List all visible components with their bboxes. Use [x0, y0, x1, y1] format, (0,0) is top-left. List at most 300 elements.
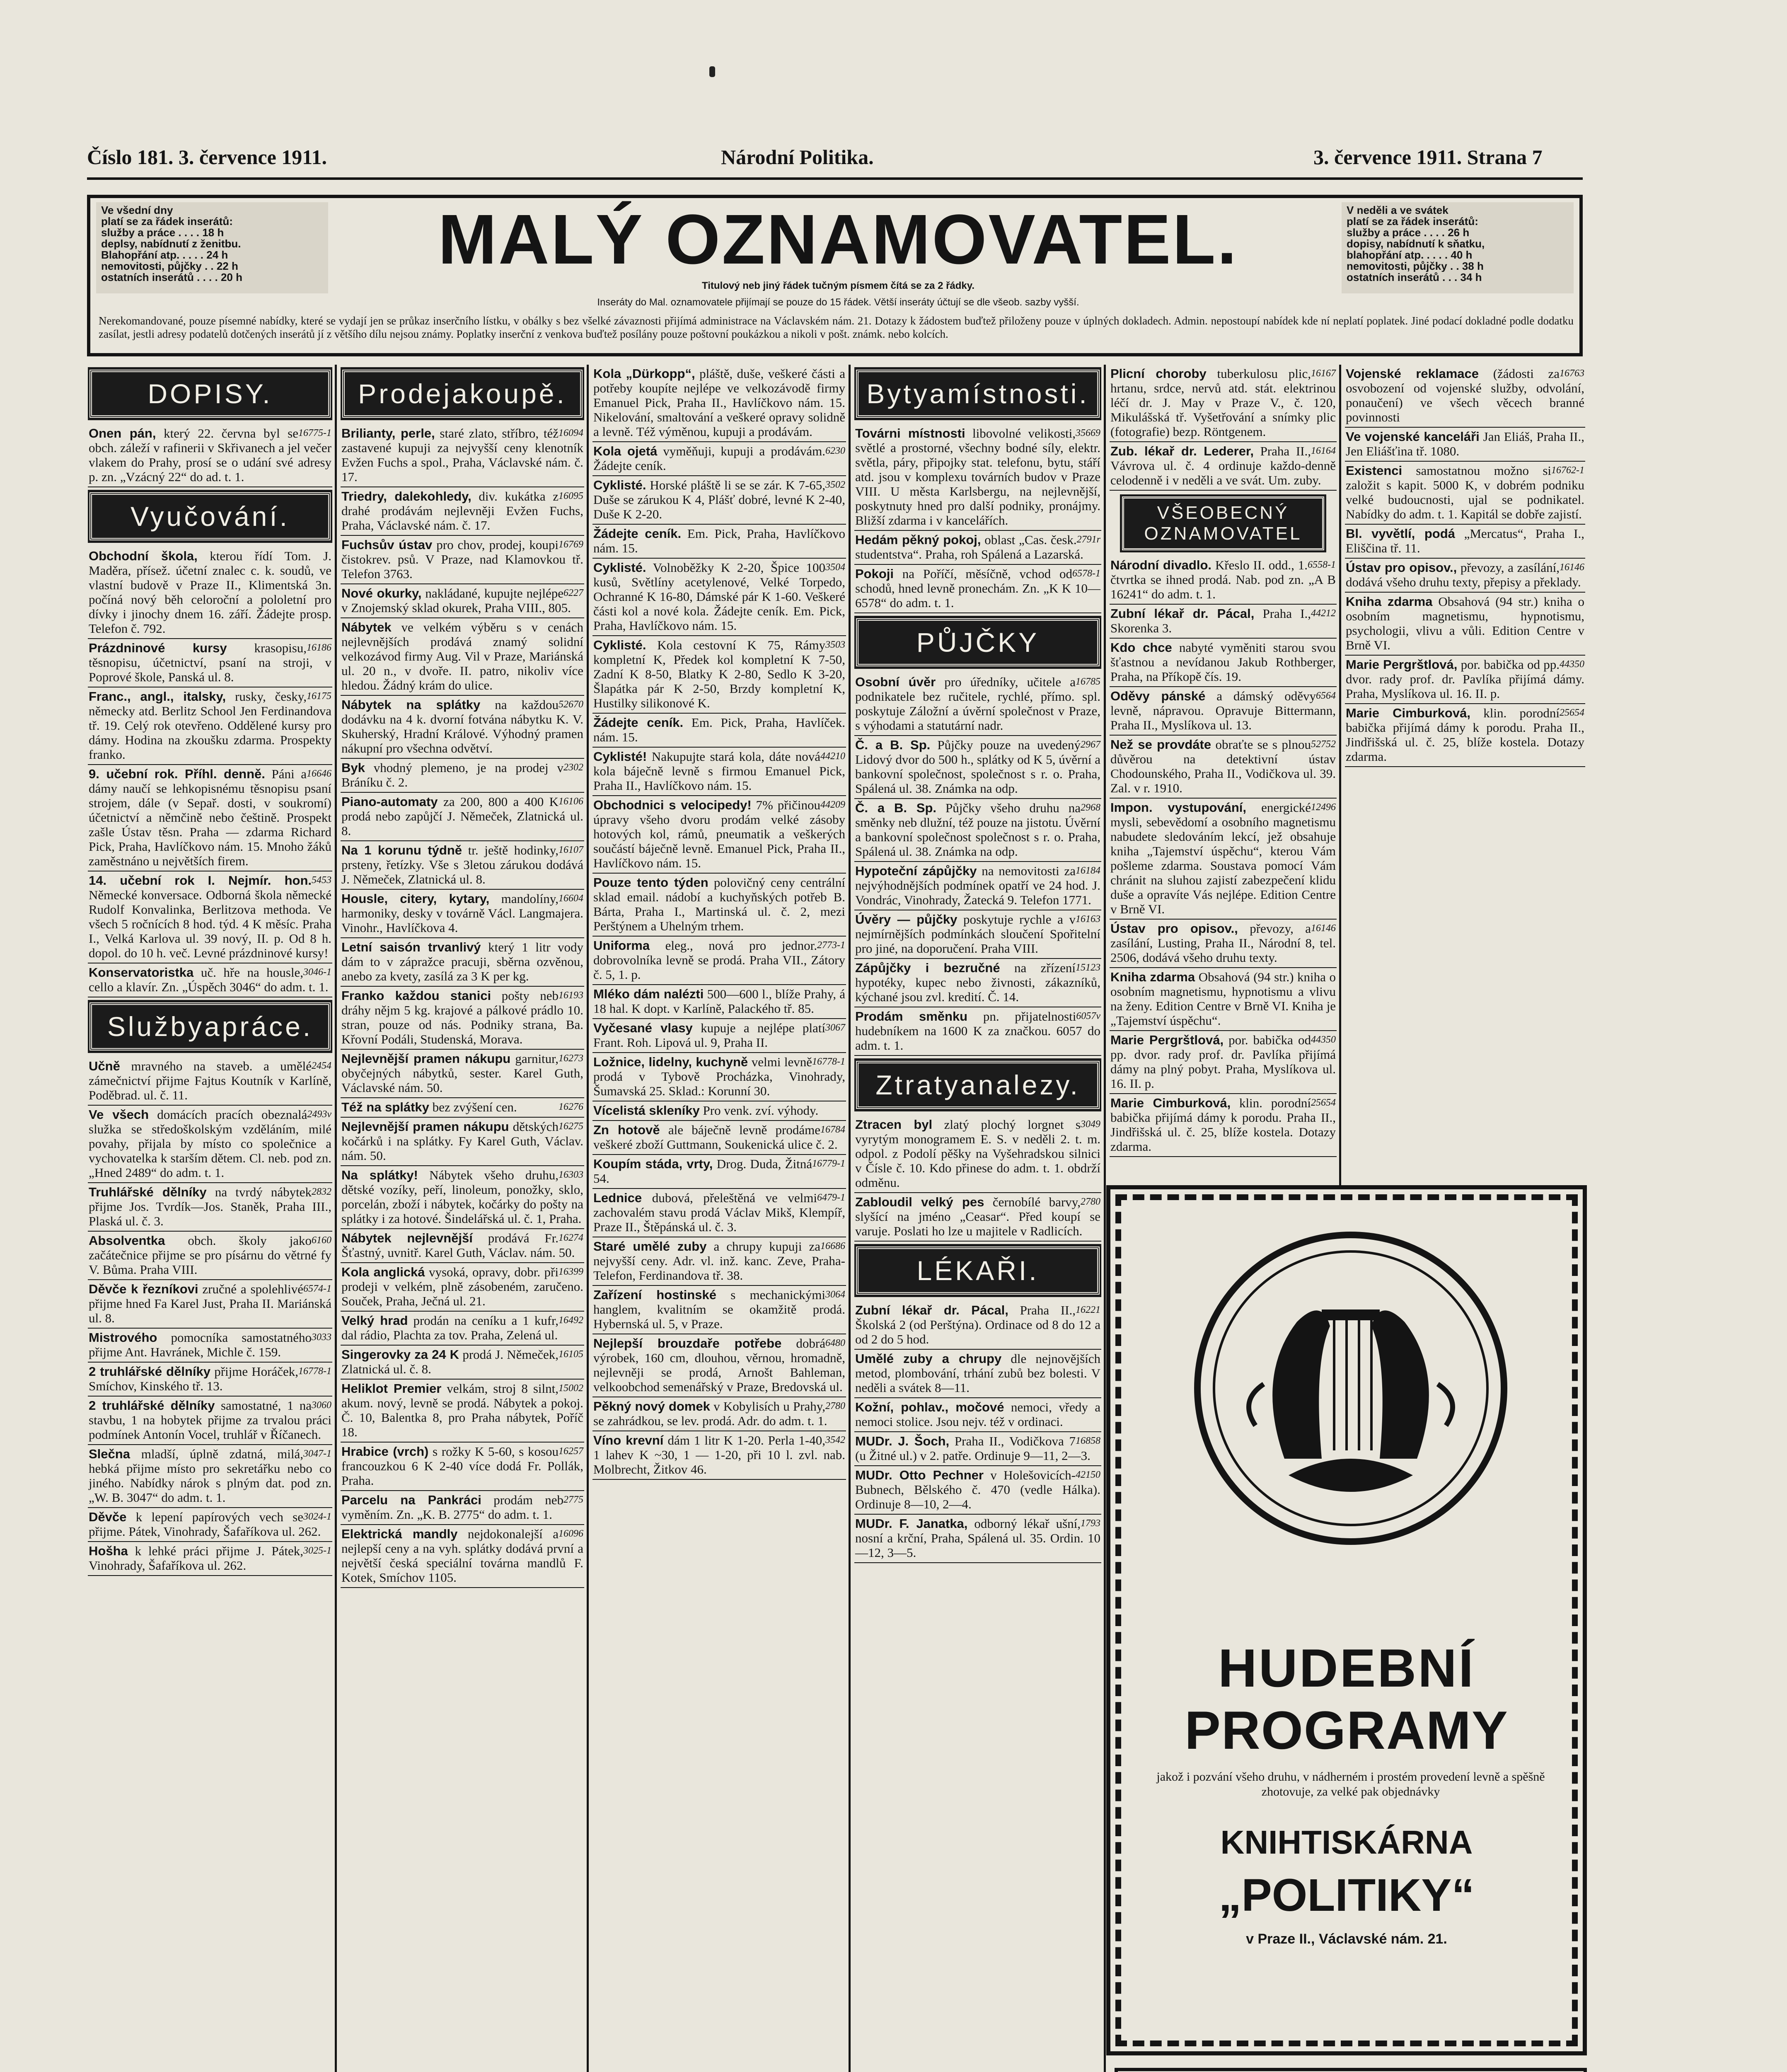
ad-title: Pouze tento týden [593, 875, 709, 890]
ad-number: 2454 [312, 1060, 331, 1071]
classified-ad [341, 1312, 584, 1346]
ad-text: Nábytek všeho druhu, dětské vozíky, peří, linoleum, ponožky, sklo, porcelán, zboží i nábytek, kočárky do pošty na splátky i za hotové. Šindelářská ul. č. 1, Praha. [341, 1168, 583, 1226]
ad-title: Kožní, pohlav., močové [855, 1400, 1004, 1414]
ad-title: Heliklot Premier [341, 1381, 442, 1396]
printer-name: KNIHTISKÁRNA [1220, 1824, 1473, 1861]
ad-title: Ve vojenské kanceláři [1346, 429, 1480, 444]
rate-line: ostatních inserátů . . . 34 h [1347, 272, 1482, 283]
ad-title: Kola anglická [341, 1265, 425, 1279]
ad-title: Fuchsův ústav [341, 537, 433, 552]
classified-ad [592, 476, 846, 525]
ad-title: Na 1 korunu týdně [341, 843, 462, 857]
classified-ad [341, 1346, 584, 1380]
ad-text: dubová, přeleštěná ve velmi zachovalém stavu prodá Václav Mikš, Klempíř, Praze II., Štěpánská ul. č. 3. [593, 1191, 845, 1234]
ad-number: 2967 [1081, 739, 1100, 750]
classified-ad [88, 1508, 332, 1542]
ad-text: Kola cestovní K 75, Rámy kompletní K, Předek kol kompletní K 7-50, Zadní K 8-50, Blatky K 2-80, Sedlo K 3-20, Šlapátka pár K 2-50, Brzdy kompletní K, Hustilky silikonové K. [593, 638, 845, 710]
ad-number: 6160 [312, 1235, 331, 1246]
rate-line: nemovitosti, půjčky . . 38 h [1347, 261, 1484, 272]
classified-ad [88, 687, 332, 765]
ad-text: prodá J. Němeček, Zlatnická ul. č. 8. [341, 1347, 559, 1376]
ad-title: Na splátky! [341, 1168, 418, 1182]
ad-title: Vícelistá skleníky [593, 1103, 700, 1118]
issue-date-page-right: 3. července 1911. Strana 7 [1313, 145, 1543, 169]
ad-text: vysoká, opravy, dobr. při prodeji v velkém, plně zásobeném, zaručeno. Souček, Praha, Ječná ul. 21. [341, 1265, 583, 1308]
column-rule [1104, 365, 1106, 2072]
ad-text: 500—600 l., blíže Prahy, á 18 hal. K dopt. v Karlíně, Palackého tř. 85. [593, 987, 845, 1016]
classified-ad [854, 531, 1101, 565]
ad-text: kterou řídí Tom. J. Maděra, přísež. účetní znalec c. k. soudů, ve vlastní budově v Praze II., Klimentská 3n. počíná nový běh celoroční a pololetní pro dívky i jinochy dnem 16. září. Žádejte prosp. Telefon č. 792. [89, 549, 331, 636]
masthead-box [87, 195, 1583, 356]
ad-title: Kniha zdarma [1110, 970, 1195, 984]
ad-title: Zařízení hostinské [593, 1288, 716, 1302]
weekday-rates-box [96, 202, 328, 293]
ad-text: oblast „Cas. česk. studentstva“. Praha, roh Spálená a Lazarská. [855, 533, 1083, 562]
ad-text: samostatnou možno si založit s kapit. 5000 K, v dobrém podniku velké budoucnosti, ujal se podnikatel. Nabídky do adm. t. 1. Kapitál se dobře zajistí. [1346, 463, 1584, 521]
classified-ad [341, 1443, 584, 1491]
classified-ad [88, 1106, 332, 1183]
classified-ad [854, 1007, 1101, 1056]
classified-ad [1110, 556, 1337, 605]
column-rule [587, 365, 589, 2072]
classified-ad [1345, 365, 1585, 428]
ad-title: Prodám směnku [855, 1009, 968, 1024]
music-description: jakož i pozvání všeho druhu, v nádherném i prostém provedení levně a spěšně zhotovuje, za velké pak objednávky [1156, 1770, 1545, 1798]
ad-title: Oděvy pánské [1110, 689, 1206, 703]
rate-line: Ve všední dny [101, 205, 173, 216]
ad-number: 16778-1 [812, 1056, 845, 1067]
rate-line: ostatních inserátů . . . . 20 h [101, 272, 242, 283]
ad-text: Obsahová (94 str.) kniha o osobním magnetismu, hypnotismu, psychologii, vlivu a vůli. Edition Centre v Brně VI. [1346, 594, 1584, 652]
classified-ad [88, 1232, 332, 1280]
ad-number: 16273 [559, 1053, 583, 1064]
classified-ad [854, 1193, 1101, 1242]
ad-title: Triedry, dalekohledy, [341, 489, 472, 503]
ad-number: 25654 [1311, 1097, 1336, 1108]
classified-ad [341, 696, 584, 759]
ad-title: Kola „Dürkopp“, [593, 366, 695, 381]
ad-text: tr. ještě hodinky, prsteny, řetízky. Vše s 3letou zárukou dodává J. Němeček, Zlatnická ul. 8. [341, 843, 583, 886]
ad-number: 15123 [1076, 962, 1100, 973]
classified-ad [341, 584, 584, 618]
classified-ad [88, 1057, 332, 1106]
ad-number: 16106 [559, 796, 583, 807]
column-4 [854, 365, 1101, 2072]
ad-text: pro chov, prodej, koupi čistokrev. psů. V Praze, nad Klamovkou tř. Telefon 3763. [341, 537, 583, 581]
ad-number: 25654 [1560, 707, 1584, 718]
classified-ad [1110, 968, 1337, 1031]
ad-number: 2775 [563, 1494, 583, 1505]
classified-ad [1110, 799, 1337, 920]
classified-ad [341, 1118, 584, 1166]
ad-title: Kniha zdarma [1346, 594, 1433, 609]
classified-ad [854, 1116, 1101, 1193]
classified-ad [592, 1237, 846, 1286]
ad-title: Ve všech [89, 1107, 149, 1122]
ad-text: Drog. Duda, Žitná 54. [593, 1157, 812, 1186]
ad-title: Děvče k řezníkovi [89, 1282, 198, 1296]
newspaper-name: Národní Politika. [721, 145, 874, 169]
classified-ad [341, 1525, 584, 1588]
ad-number: 16399 [559, 1266, 583, 1277]
ad-text: Praha II., Školská 2 (od Perštýna). Ordinace od 8 do 12 a od 2 do 5 hod. [855, 1303, 1100, 1346]
ad-text: Křeslo II. odd., 1. čtvrtka se ihned prodá. Nab. pod zn. „A B 16241“ do adm. t. 1. [1110, 558, 1336, 601]
ad-number: 44209 [820, 799, 845, 810]
ad-number: 3502 [825, 479, 845, 490]
ad-title: Než se provdáte [1110, 737, 1211, 752]
classified-ad [88, 871, 332, 963]
ad-text: a chrupy kupuji za nejvyšší ceny. Adr. vl. inž. kanc. Zeve, Praha-Telefon, Ferdinandova tř. 38. [593, 1239, 845, 1283]
rate-line: V neděli a ve svátek [1347, 205, 1448, 216]
ad-text: pn. přijatelnosti hudebníkem na 1600 K za značkou. 6057 do adm. t. 1. [855, 1009, 1100, 1053]
ad-title: Žádejte ceník. [593, 715, 684, 730]
ad-number: 52752 [1311, 739, 1336, 750]
ad-number: 3064 [825, 1289, 845, 1300]
ad-title: Marie Pergrštlová, [1346, 657, 1458, 672]
ad-number: 16163 [1076, 914, 1100, 925]
ad-number: 16763 [1560, 368, 1584, 379]
classified-ad [341, 1098, 584, 1118]
classified-ad [341, 1229, 584, 1263]
ad-text: Jan Eliáš, Praha II., Jen Eliášťina tř. 1080. [1346, 429, 1584, 458]
classified-ad [88, 639, 332, 687]
ad-text: Obsahová (94 str.) kniha o osobním magnetismu, hypnotismu a vlivu na ženy. Edition Centre v Brně VI. Kniha je „Tajemství úspěchu“. [1110, 970, 1336, 1028]
ad-title: Též na splátky [341, 1100, 429, 1114]
ink-mark [709, 66, 715, 77]
ad-title: Cyklisté. [593, 638, 646, 652]
ad-text: na zřízení hypotéky, kupec nebo živnosti, zákazníků, kýchané jsou zvl. kredití. Č. 14. [855, 961, 1100, 1004]
ad-number: 16492 [559, 1315, 583, 1326]
classified-ad [592, 937, 846, 985]
ad-number: 3025-1 [303, 1545, 331, 1556]
ad-number: 16275 [559, 1121, 583, 1132]
column-rule [1339, 365, 1341, 1185]
ad-number: 3504 [825, 562, 845, 573]
ad-number: 16193 [559, 990, 583, 1001]
ad-title: MUDr. F. Janatka, [855, 1516, 968, 1531]
ad-title: Uniforma [593, 938, 650, 953]
ad-number: 3067 [825, 1022, 845, 1033]
classified-ad [341, 841, 584, 890]
ad-text: Praha II., Vodičkova 7 (u Žitné ul.) v 2. patře. Ordinuje 9—11, 2—3. [855, 1434, 1091, 1463]
ad-title: Parcelu na Pankráci [341, 1493, 481, 1507]
ad-text: přijme Horáček, Smíchov, Kinského tř. 13. [89, 1364, 299, 1393]
masthead-title: MALÝ OZNAMOVATEL. [438, 200, 1238, 279]
issue-date-left: Číslo 181. 3. července 1911. [87, 145, 327, 169]
ad-title: Hypoteční zápůjčky [855, 864, 977, 878]
ad-text: Praha I., Skorenka 3. [1110, 606, 1311, 635]
ad-title: Velký hrad [341, 1313, 408, 1328]
ad-title: Kola ojetá [593, 444, 658, 458]
classified-ad [88, 1542, 332, 1576]
classified-ad [854, 1350, 1101, 1398]
ad-title: Hošha [89, 1544, 128, 1558]
classified-ad [341, 536, 584, 584]
classified-ad [1110, 442, 1337, 491]
rate-line: služby a práce . . . . 18 h [101, 227, 224, 238]
ad-number: 44350 [1560, 659, 1584, 670]
classified-ad [592, 365, 846, 442]
lyre-emblem-icon [1189, 1227, 1512, 1550]
ad-number: 16778-1 [298, 1366, 331, 1377]
ad-text: na každou dodávku na 4 k. dvorní fotvána nábytku K. V. Skuherský, Hradní Králové. Výhodný pramen nákupní pro všechna odvětví. [341, 697, 583, 755]
ad-number: 2780 [825, 1401, 845, 1411]
rate-line: nemovitosti, půjčky . . 22 h [101, 261, 238, 272]
ad-number: 3060 [312, 1400, 331, 1411]
ad-number: 35669 [1076, 428, 1100, 438]
ad-title: Bl. vyvětlí, podá [1346, 526, 1455, 541]
ad-title: Pokoji [855, 566, 894, 581]
ad-text: na tvrdý nábytek přijme Jos. Tvrdík—Jos. Staněk, Praha III., Plaská ul. č. 3. [89, 1185, 331, 1228]
classified-ad [592, 796, 846, 874]
ad-number: 3033 [312, 1332, 331, 1343]
ad-title: Franc., angl., italsky, [89, 689, 226, 704]
ad-title: 14. učební rok I. Nejmír. hon. [89, 873, 312, 888]
ad-text: obraťte se s plnou důvěrou na detektivní ústav Chodounského, Praha II., Vodičkova ul. 39. Zal. v r. 1910. [1110, 737, 1336, 795]
ad-number: 16274 [559, 1232, 583, 1243]
ad-title: Marie Cimburková, [1346, 706, 1470, 720]
fruit-liquor-ad [1115, 2068, 1587, 2072]
ad-title: Hedám pěkný pokoj, [855, 533, 981, 547]
classified-ad [88, 1280, 332, 1329]
ad-title: 2 truhlářské dělníky [89, 1398, 215, 1413]
ad-title: MUDr. J. Šoch, [855, 1434, 950, 1448]
classified-ad [341, 759, 584, 793]
section-heading-sluzby: Službyapráce. [89, 1002, 331, 1051]
ad-text: v Kobylisích u Prahy, se zahrádkou, se lev. prodá. Adr. do adm. t. 1. [593, 1399, 827, 1428]
classified-ad [592, 985, 846, 1019]
ad-title: Ztracen byl [855, 1117, 933, 1132]
ad-title: Víno krevní [593, 1433, 664, 1447]
ad-number: 16186 [307, 642, 331, 653]
ad-number: 44350 [1311, 1034, 1336, 1045]
ad-number: 2302 [563, 762, 583, 773]
classified-ad [1110, 1094, 1337, 1157]
ad-title: Umělé zuby a chrupy [855, 1351, 1002, 1366]
ad-title: Obchodní škola, [89, 549, 198, 563]
ad-title: Hrabice (vrch) [341, 1444, 429, 1459]
classified-ad [1110, 687, 1337, 736]
ad-text: ve velkém výběru s v cenách nejlevnějších prodává znamý solidní velkozávod firmy Aug. Vil v Praze, Mariánská ul. 20 n., v dvoře. II. patro, nikoliv více hledou. Žádný krám do ulice. [341, 620, 584, 692]
ad-text: Horské pláště li se se zár. K 7-65, Duše se zárukou K 4, Plášť dobré, levné K 2-40, Duše K 2-20. [593, 478, 845, 521]
ad-number: 2791r [1076, 534, 1100, 545]
ad-title: Byk [341, 760, 365, 775]
ad-text: Půjčky pouze na uvedený Lidový dvor do 500 h., splátky od K 5, úvěrní a bankovní společnost, společnost s r. o. Praha, Spálená ul. 38. Známka na odp. [855, 738, 1100, 796]
classified-ad [1345, 593, 1585, 656]
ad-number: 15002 [559, 1383, 583, 1394]
column-2 [341, 365, 584, 2072]
ad-title: Nové okurky, [341, 586, 422, 600]
ad-title: Marie Cimburková, [1110, 1096, 1231, 1110]
ad-text: polovičný ceny centrální sklad email. nádobí a kuchyňských potřeb B. Bárta, Praha I., Martinská ul. č. 2, mezi Perštýnem a Uhelným trhem. [593, 875, 846, 933]
ad-text: kupuje a nejlépe platí Frant. Roh. Lipová ul. 9, Praha II. [593, 1021, 826, 1050]
section-heading-pujcky: PŮJČKY [856, 618, 1100, 666]
ad-text: ale báječně levně prodáme veškeré zboží Guttmann, Soukenická ulice č. 2. [593, 1123, 838, 1152]
ad-text: který 22. června byl se obch. záleží v rafinerii v Skřivanech a jel večer vlakem do Prahy, prosí se o udání své adresy p. zn. „Vzácný 22“ do ad. t. 1. [89, 426, 331, 484]
rate-line: deplsy, nabídnutí z ženitbu. [101, 238, 241, 249]
ad-title: Úvěry — půjčky [855, 912, 958, 927]
ad-title: Cyklisté! [593, 749, 647, 764]
classified-ad [88, 1397, 332, 1445]
classified-ad [592, 1189, 846, 1237]
classified-ad [592, 1431, 846, 1480]
ad-text: staré zlato, stříbro, též zastavené kupuji za nejvyšší ceny klenotník Evžen Fuchs a spol., Praha, Václavské nám. č. 17. [341, 426, 583, 484]
ad-text: rusky, česky, německy atd. Berlitz School Jen Ferdinandova tř. 19. Celý rok otevřeno. Oddělené kursy pro dámy. Hodina na zkoušku zdarma. Prospekty franko. [89, 689, 331, 762]
classified-ad [854, 1301, 1101, 1350]
ad-number: 16784 [820, 1124, 845, 1135]
ad-number: 16775-1 [298, 428, 331, 438]
classified-ad [854, 1515, 1101, 1563]
classified-ad [854, 959, 1101, 1007]
ad-title: Učně [89, 1059, 120, 1073]
ad-title: Konservatoristka [89, 965, 194, 980]
classified-ad [854, 565, 1101, 613]
rate-line: platí se za řádek inserátů: [1347, 216, 1478, 227]
ad-text: převozy, a zasílání, Lusting, Praha II., Národní 8, tel. 2506, dodává všeho druhu texty. [1110, 921, 1336, 965]
ad-text: Em. Pick, Praha, Havlíčkovo nám. 15. [593, 526, 845, 555]
classified-ad [854, 736, 1101, 799]
ad-text: por. babička od pp. dvor. rady prof. dr. Pavlíka přijímá dámy. Praha, Myslíkova ul. 16. II. p. [1346, 657, 1584, 701]
ad-text: mandolíny, harmoniky, desky v továrně Václ. Langmajera. Vinohr., Havlíčkova 4. [341, 891, 583, 935]
ad-number: 16686 [820, 1241, 845, 1251]
ad-title: Marie Pergrštlová, [1110, 1033, 1224, 1047]
ad-text: klin. porodní babička přijímá dámy k porodu. Praha II., Jindřišská ul. č. 25, blíže kostela. Dotazy zdarma. [1346, 706, 1584, 764]
ad-number: 52670 [559, 699, 583, 710]
ad-title: Existenci [1346, 463, 1403, 478]
ad-number: 3503 [825, 639, 845, 650]
ad-title: Staré umělé zuby [593, 1239, 707, 1254]
classified-ad [88, 424, 332, 487]
ad-text: pomocníka samostatného přijme Ant. Havránek, Michle č. 159. [89, 1330, 312, 1359]
masthead-notice: Nerekomandované, pouze písemné nabídky, které se vydají jen se průkaz inserčního lístku, v obálky s bez všelké závaznosti přijímá administrace na Václavském nám. 21. Dotazy k žádostem buďtež přiloženy pouze v úplných dokladech. Admin. nepostoupí nabídek kde ní neplatí poplatek. Jiné podací dokladné podle dodatku zasílat, jestli adresy podatelů dotčených inserátů jí z většího dílu nejsou známy. Poplatky inserční z venkova buďtež posílány pouze poštovní poukázkou a nikoli v pošt. známk. nebo kolcích. [99, 315, 1574, 340]
ad-number: 2968 [1081, 802, 1100, 813]
ad-title: Koupím stáda, vrty, [593, 1157, 713, 1171]
ad-title: 2 truhlářské dělníky [89, 1364, 211, 1379]
ad-text: Praha II., Vávrova ul. č. 4 ordinuje každo-denně celodenně i v neděli a ve svát. Um. zuby. [1110, 444, 1336, 487]
ad-text: bez zvýšení cen. [432, 1100, 517, 1114]
classified-ad [854, 1466, 1101, 1515]
ad-number: 16095 [559, 491, 583, 501]
ad-text: nakládané, kupujte nejlépe v Znojemský sklad okurek, Praha VIII., 805. [341, 586, 571, 615]
ad-number: 16604 [559, 893, 583, 904]
ad-title: Mléko dám nalézti [593, 987, 704, 1001]
ad-text: zlatý plochý lorgnet s vyrytým monogramem E. S. v neděli 2. t. m. odpol. z Podolí pěšky na Vyšehradskou silnici v Čísle č. 10. Kdo přinese do adm. t. 1. obdrží odměnu. [855, 1117, 1100, 1190]
ad-text: nejdokonalejší a nejlepší ceny a na vyh. splátky dodává první a největší česká speciální továrna mandlů F. Kotek, Smíchov 1105. [341, 1527, 583, 1585]
ad-text: Pro venk. zví. výhody. [703, 1103, 819, 1118]
classified-ad [592, 442, 846, 476]
ad-number: 6480 [825, 1338, 845, 1348]
ad-number: 16858 [1076, 1435, 1100, 1446]
ad-text: vhodný plemeno, je na prodej v Bráníku č. 2. [341, 760, 564, 789]
ad-text: por. babička od pp. dvor. rady prof. dr. Pavlíka přijímá dámy na plný pobyt. Praha, Myslíkova ul. 16. II. p. [1110, 1033, 1336, 1091]
ad-number: 16221 [1076, 1305, 1100, 1315]
ad-title: Zubní lékař dr. Pácal, [1110, 606, 1255, 621]
classified-ad [592, 1397, 846, 1431]
classified-ad [1110, 736, 1337, 799]
ad-number: 16146 [1560, 562, 1584, 573]
classified-ad [88, 1445, 332, 1508]
ad-text: Volnoběžky K 2-20, Špice 100 kusů, Světlíny acetylenové, Velké Torpedo, Ochranné K 16-80, Dámské pár K 1-60. Veškeré části kol a nové kola. Žádejte ceník. Em. Pick, Praha, Havlíčkovo nám. 15. [593, 560, 845, 633]
music-programs-ad [1106, 1185, 1587, 2055]
ad-text: eleg., nová pro jednor. dobrovolníka levně se prodá. Praha VII., Zátory č. 5, 1. p. [593, 938, 845, 982]
ad-number: 16257 [559, 1446, 583, 1457]
classified-ad [1110, 365, 1337, 442]
section-heading-lekari: LÉKAŘI. [856, 1247, 1100, 1295]
ad-title: Nejlevnější pramen nákupu [341, 1119, 509, 1134]
ad-number: 16105 [559, 1349, 583, 1360]
ad-text: velmi levně prodá v Tybově Procházka, Vinohrady, Šumavská 25. Sklad.: Korunní 30. [593, 1055, 845, 1098]
classified-ad [1110, 920, 1337, 968]
classified-ad [1345, 656, 1585, 704]
ad-number: 6574-1 [303, 1283, 331, 1294]
ad-number: 44212 [1311, 608, 1336, 619]
ad-title: Prázdninové kursy [89, 641, 227, 655]
ad-title: Ústav pro opisov., [1346, 560, 1457, 575]
ad-title: Vojenské reklamace [1346, 366, 1479, 381]
ad-text: mravného na staveb. a umělé zámečnictví přijme Fajtus Koutník v Karlíně, Poděbrad. ul. č. 11. [89, 1059, 331, 1102]
ad-number: 16785 [1076, 676, 1100, 687]
classified-ad [592, 1334, 846, 1397]
section-heading-ztraty: Ztratyanalezy. [856, 1061, 1100, 1109]
ad-number: 2832 [312, 1186, 331, 1197]
ad-text: s rožky K 5-60, s kosou francouzkou 6 K 2-40 více dodá Fr. Pollák, Praha. [341, 1444, 583, 1488]
classified-ad [341, 987, 584, 1050]
ad-text: za 200, 800 a 400 K prodá nebo zapůjčí J. Němeček, Zlatnická ul. 8. [341, 794, 583, 838]
ad-number: 3542 [825, 1435, 845, 1445]
ad-title: Č. a B. Sp. [855, 801, 937, 815]
ad-text: (žádosti za osvobození od vojenské služby, odvolání, ponaučení) ve všech věcech branné povinnosti [1346, 366, 1584, 424]
column-3 [592, 365, 846, 2072]
ad-text: velkám, stroj 8 silnt, akum. nový, levně se prodá. Nábytek a pokoj. Č. 10, Balentka 8, pro Praha nábytek, Poříč 18. [341, 1381, 583, 1439]
rate-line: služby a práce . . . . 26 h [1347, 227, 1470, 238]
masthead-note: Inseráty do Mal. oznamovatele přijímají se pouze do 15 řádek. Větší inseráty účtují se dle všeob. sazby vyšší. [597, 297, 1079, 308]
music-title-2: PROGRAMY [1185, 1700, 1509, 1760]
classified-ad [592, 636, 846, 714]
ad-title: Impon. vystupování, [1110, 800, 1247, 815]
ad-number: 16276 [559, 1101, 583, 1112]
ad-title: Elektrická mandly [341, 1527, 458, 1541]
classified-ad [854, 1398, 1101, 1432]
classified-ad [1345, 428, 1585, 462]
ad-text: Půjčky všeho druhu na směnky neb dlužní, též pouze na jistotu. Úvěrní a bankovní společnost společnost s r. o. Praha, Spálená ul. 38. Známka na odp. [855, 801, 1100, 859]
ad-number: 6564 [1316, 690, 1336, 701]
column-6 [1345, 365, 1585, 1177]
ad-number: 42150 [1076, 1469, 1100, 1480]
ad-title: Nejlepší brouzdaře potřebe [593, 1336, 782, 1351]
ad-number: 2773-1 [817, 940, 845, 951]
ad-text: odborný lékař ušní, nosní a krční, Praha, Spálená ul. 35. Ordin. 10—12, 3—5. [855, 1516, 1100, 1560]
section-heading-byty: Bytyamístnosti. [856, 370, 1100, 418]
music-title-1: HUDEBNÍ [1218, 1638, 1475, 1698]
ad-number: 16146 [1311, 923, 1336, 934]
ad-text: 7% přičinou úpravy všeho dvoru prodám velké zásoby hotových kol, rámů, pneumatik a veškerých součástí báječně levně. Emanuel Pick, Praha II., Havlíčkovo nám. 15. [593, 798, 845, 870]
classified-ad [88, 963, 332, 997]
ad-number: 16779-1 [812, 1158, 845, 1169]
ad-text: Páni a dámy naučí se lehkopisnému těsnopisu psaní strojem, dále (v Sepař. dosti, v soukromí) účetnictví a němčině nebo češtině. Prospekt zašle Ústav těsn. Praha — zdarma Richard Pick, Praha, Havlíčkovo nám. 15. Mnoho žáků zaměstnáno u největších firem. [89, 767, 331, 868]
classified-ad [341, 793, 584, 841]
ad-title: Zápůjčky i bezručné [855, 961, 1000, 975]
ad-title: Franko každou stanici [341, 988, 491, 1003]
ad-title: Onen pán, [89, 426, 156, 441]
ad-number: 6578-1 [1072, 568, 1100, 579]
classified-ad [1110, 1031, 1337, 1094]
ad-title: Vyčesané vlasy [593, 1021, 693, 1035]
ad-text: černobílé barvy, slyšící na jméno „Ceasar“. Před koupí se varuje. Poslati ho lze u majitele v Radlicích. [855, 1195, 1100, 1238]
ad-number: 6558-1 [1308, 559, 1336, 570]
classified-ad [592, 559, 846, 636]
classified-ad [88, 547, 332, 639]
classified-ad [1345, 525, 1585, 559]
